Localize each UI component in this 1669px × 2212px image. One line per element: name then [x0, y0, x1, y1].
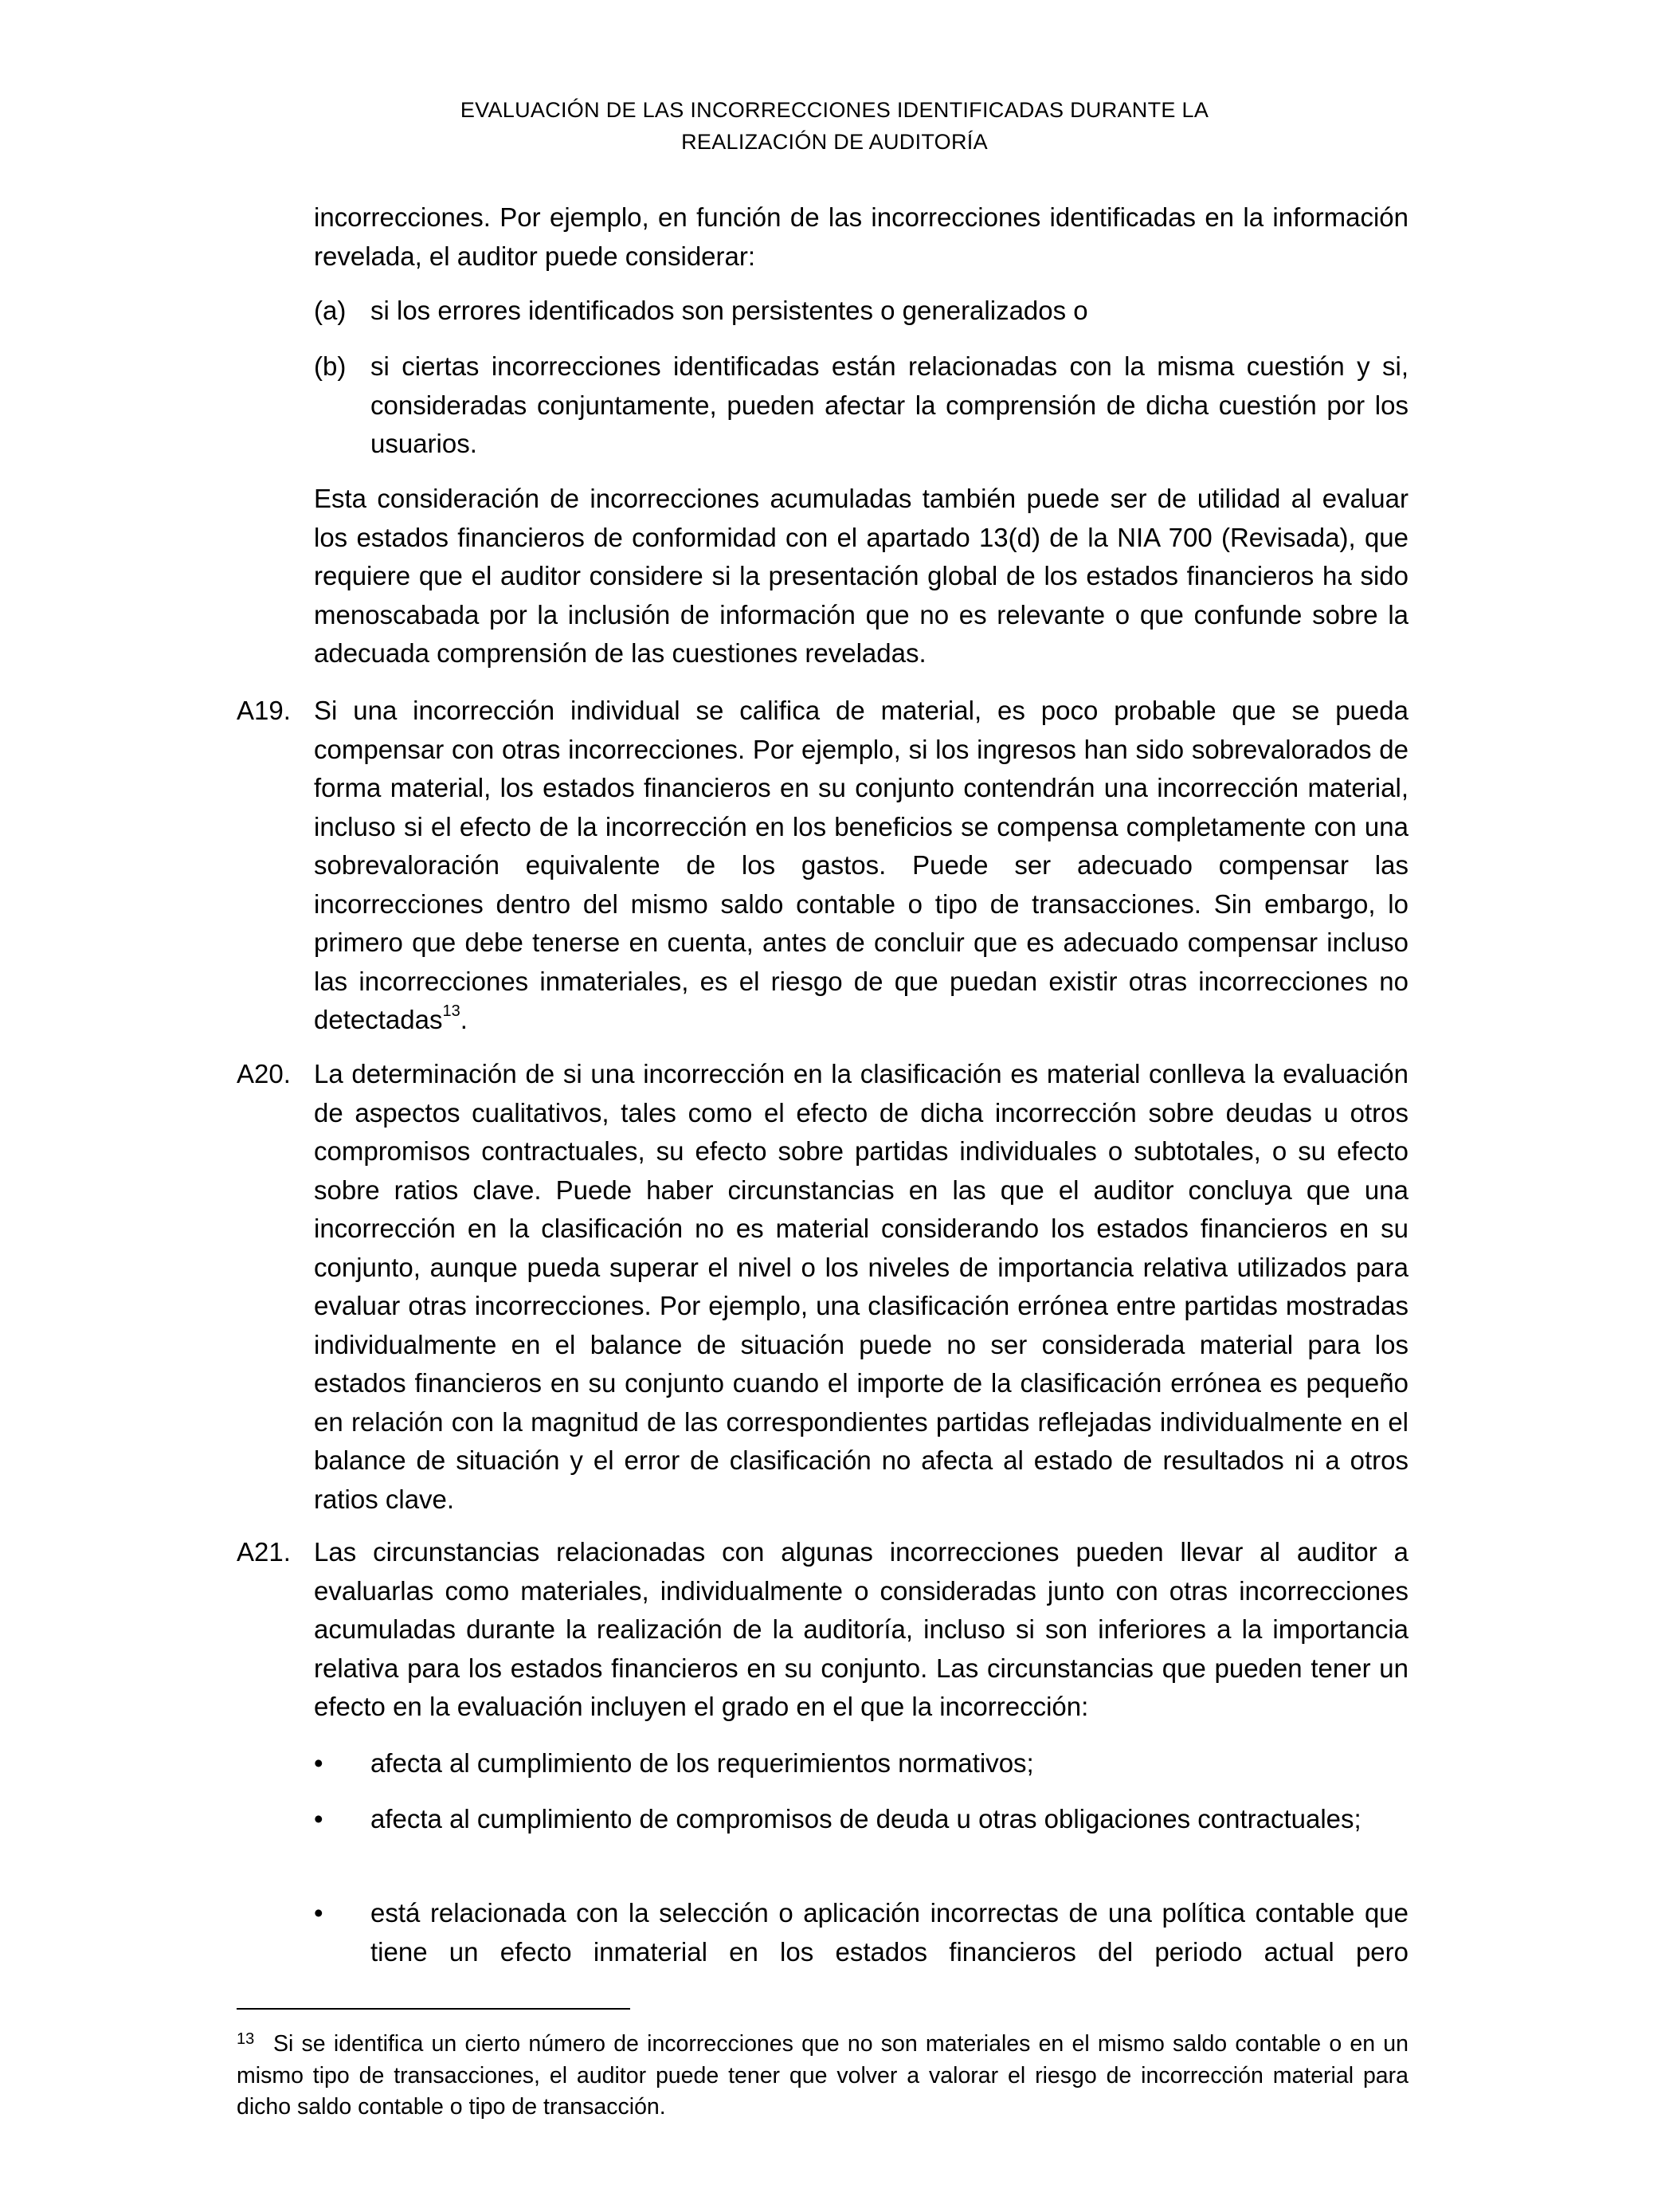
bullet-text: está relacionada con la selección o aplicación incorrectas de una política contable que tiene un efecto inmaterial en los estados financieros del periodo actual pero: [370, 1898, 1408, 1967]
paragraph-number-a21: A21.: [237, 1537, 291, 1567]
paragraph-a21: Las circunstancias relacionadas con algunas incorrecciones pueden llevar al auditor a evaluarlas como materiales, individualmente o consideradas junto con otras incorrecciones acumuladas durante la realización de la auditoría, incluso si son inferiores a la importancia relativa para los estados financieros en su conjunto. Las circunstancias que pueden tener un efecto en la evaluación incluyen el grado en el que la incorrección:: [314, 1537, 1408, 1721]
header-line-1: EVALUACIÓN DE LAS INCORRECCIONES IDENTIFICADAS DURANTE LA: [460, 98, 1209, 122]
footnote-text: Si se identifica un cierto número de incorrecciones que no son materiales en el mismo saldo contable o en un mismo tipo de transacciones, el auditor puede tener que volver a valorar el riesgo de incorrección material para dicho saldo contable o tipo de transacción.: [237, 2031, 1408, 2120]
paragraph-a20: La determinación de si una incorrección en la clasificación es material conlleva la evaluación de aspectos cualitativos, tales como el efecto de dicha incorrección sobre deudas u otros compromisos contractuales, su efecto sobre partidas individuales o subtotales, o su efecto sobre ratios clave. Puede haber circunstancias en las que el auditor concluya que una incorrección en la clasificación no es material considerando los estados financieros en su conjunto, aunque pueda superar el nivel o los niveles de importancia relativa utilizados para evaluar otras incorrecciones. Por ejemplo, una clasificación errónea entre partidas mostradas individualmente en el balance de situación puede no ser considerada material para los estados financieros en su conjunto cuando el importe de la clasificación errónea es pequeño en relación con la magnitud de las correspondientes partidas reflejadas individualmente en el balance de situación y el error de clasificación no afecta al estado de resultados ni a otros ratios clave.: [314, 1059, 1408, 1514]
list-marker: (a): [314, 296, 347, 325]
bullet-text: afecta al cumplimiento de compromisos de deuda u otras obligaciones contractuales;: [370, 1804, 1361, 1834]
bullet-marker: •: [314, 1804, 323, 1834]
list-item-text: si ciertas incorrecciones identificadas están relacionadas con la misma cuestión y si, consideradas conjuntamente, pueden afectar la comprensión de dicha cuestión por los usuarios.: [370, 351, 1408, 458]
bullet-text: afecta al cumplimiento de los requerimientos normativos;: [370, 1748, 1034, 1778]
paragraph-a19: [314, 692, 1408, 1040]
list-marker: (b): [314, 351, 347, 381]
paragraph-a19-end: .: [460, 1005, 468, 1034]
paragraph-a19-text: Si una incorrección individual se califica de material, es poco probable que se pueda compensar con otras incorrecciones. Por ejemplo, si los ingresos han sido sobrevalorados de forma material, los estados financieros en su conjunto contendrán una incorrección material, incluso si el efecto de la incorrección en los beneficios se compensa completamente con una sobrevaloración equivalente de los gastos. Puede ser adecuado compensar las incorrecciones dentro del mismo saldo contable o tipo de transacciones. Sin embargo, lo primero que debe tenerse en cuenta, antes de concluir que es adecuado compensar incluso las incorrecciones inmateriales, es el riesgo de que puedan existir otras incorrecciones no detectadas: [314, 696, 1408, 1034]
footnote-separator: [237, 2008, 630, 2010]
bullet-marker: •: [314, 1748, 323, 1778]
list-item-text: si los errores identificados son persistentes o generalizados o: [370, 296, 1088, 325]
footnote-reference[interactable]: 13: [442, 1002, 460, 1020]
intro-paragraph: incorrecciones. Por ejemplo, en función de las incorrecciones identificadas en la información revelada, el auditor puede considerar:: [314, 202, 1408, 271]
bullet-marker: •: [314, 1898, 323, 1928]
paragraph-number-a20: A20.: [237, 1059, 291, 1088]
intro-closing-paragraph: Esta consideración de incorrecciones acumuladas también puede ser de utilidad al evaluar los estados financieros de conformidad con el apartado 13(d) de la NIA 700 (Revisada), que requiere que el auditor considere si la presentación global de los estados financieros ha sido menoscabada por la inclusión de información que no es relevante o que confunde sobre la adecuada comprensión de las cuestiones reveladas.: [314, 484, 1408, 668]
footnote-number: 13: [237, 2030, 255, 2048]
running-header: [0, 94, 1669, 158]
header-line-2: REALIZACIÓN DE AUDITORÍA: [681, 130, 988, 154]
footnote: [237, 2029, 1408, 2124]
paragraph-number-a19: A19.: [237, 696, 291, 725]
